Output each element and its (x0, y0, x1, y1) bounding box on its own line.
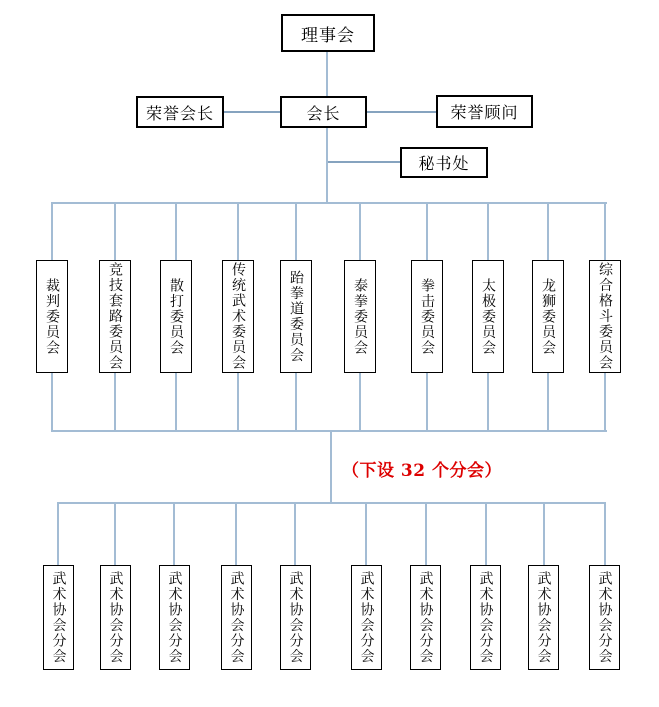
connector-line (604, 372, 606, 432)
branch-label: 武术协会分会 (287, 571, 304, 664)
connector-line (295, 372, 297, 432)
branch-box[interactable] (470, 565, 501, 670)
branch-label: 武术协会分会 (358, 571, 375, 664)
committee-label: 综合格斗委员会 (597, 262, 613, 371)
connector-line (487, 202, 489, 260)
committee-label: 竞技套路委员会 (107, 262, 123, 371)
node-honorary-advisor[interactable] (436, 95, 533, 128)
committee-box[interactable] (472, 260, 504, 373)
connector-line (425, 502, 427, 565)
node-board[interactable] (281, 14, 375, 52)
connector-line (547, 372, 549, 432)
branch-label: 武术协会分会 (50, 571, 67, 664)
committee-label: 裁判委员会 (44, 277, 60, 356)
branch-box[interactable] (351, 565, 382, 670)
node-honorary-president[interactable] (136, 96, 224, 128)
committee-box[interactable] (532, 260, 564, 373)
connector-line (547, 202, 549, 260)
connector-line (57, 502, 59, 565)
connector-line (294, 502, 296, 565)
committee-box[interactable] (344, 260, 376, 373)
connector-line (367, 111, 436, 113)
node-president-label: 会长 (306, 103, 341, 123)
branch-label: 武术协会分会 (228, 571, 245, 664)
node-president[interactable] (280, 96, 367, 128)
connector-line (114, 502, 116, 565)
branch-label: 武术协会分会 (417, 571, 434, 664)
connector-line (604, 502, 606, 565)
branch-box[interactable] (159, 565, 190, 670)
connector-line (487, 372, 489, 432)
connector-line (604, 202, 606, 260)
branch-box[interactable] (280, 565, 311, 670)
connector-line (326, 128, 328, 204)
committee-box[interactable] (99, 260, 131, 373)
branch-box[interactable] (410, 565, 441, 670)
connector-line (328, 161, 400, 163)
connector-line (359, 372, 361, 432)
connector-line (175, 372, 177, 432)
connector-line (175, 202, 177, 260)
node-honorary-advisor-label: 荣誉顾问 (450, 103, 519, 122)
connector-line (426, 372, 428, 432)
branch-box[interactable] (589, 565, 620, 670)
connector-line (295, 202, 297, 260)
committee-box[interactable] (280, 260, 312, 373)
committee-label: 跆拳道委员会 (288, 270, 304, 363)
branch-label: 武术协会分会 (596, 571, 613, 664)
branch-box[interactable] (43, 565, 74, 670)
branch-box[interactable] (100, 565, 131, 670)
node-secretariat[interactable] (400, 147, 488, 178)
committee-label: 泰拳委员会 (352, 277, 368, 356)
branch-label: 武术协会分会 (477, 571, 494, 664)
committee-label: 拳击委员会 (419, 277, 435, 356)
connector-line (51, 202, 53, 260)
branch-label: 武术协会分会 (535, 571, 552, 664)
connector-line (114, 202, 116, 260)
connector-line (237, 372, 239, 432)
committee-box[interactable] (160, 260, 192, 373)
connector-line (114, 372, 116, 432)
connector-line (51, 372, 53, 432)
connector-line (326, 52, 328, 96)
connector-bus (51, 430, 607, 432)
connector-bus (57, 502, 606, 504)
committee-label: 传统武术委员会 (230, 262, 246, 371)
node-board-label: 理事会 (301, 25, 355, 46)
connector-line (543, 502, 545, 565)
branch-label: 武术协会分会 (166, 571, 183, 664)
connector-line (237, 202, 239, 260)
connector-line (359, 202, 361, 260)
committee-box[interactable] (36, 260, 68, 373)
branch-count-note: （下设 32 个分会） (342, 461, 502, 481)
connector-line (365, 502, 367, 565)
branch-box[interactable] (221, 565, 252, 670)
connector-line (235, 502, 237, 565)
branch-label: 武术协会分会 (107, 571, 124, 664)
committee-label: 龙狮委员会 (540, 277, 556, 356)
branch-box[interactable] (528, 565, 559, 670)
committee-label: 太极委员会 (480, 277, 496, 356)
committee-box[interactable] (222, 260, 254, 373)
node-honorary-president-label: 荣誉会长 (145, 103, 214, 123)
connector-line (485, 502, 487, 565)
committee-box[interactable] (589, 260, 621, 373)
committee-box[interactable] (411, 260, 443, 373)
committee-label: 散打委员会 (168, 277, 184, 356)
connector-line (224, 111, 280, 113)
node-secretariat-label: 秘书处 (418, 154, 470, 173)
connector-line (173, 502, 175, 565)
connector-line (426, 202, 428, 260)
connector-bus (51, 202, 607, 204)
connector-line (330, 430, 332, 504)
